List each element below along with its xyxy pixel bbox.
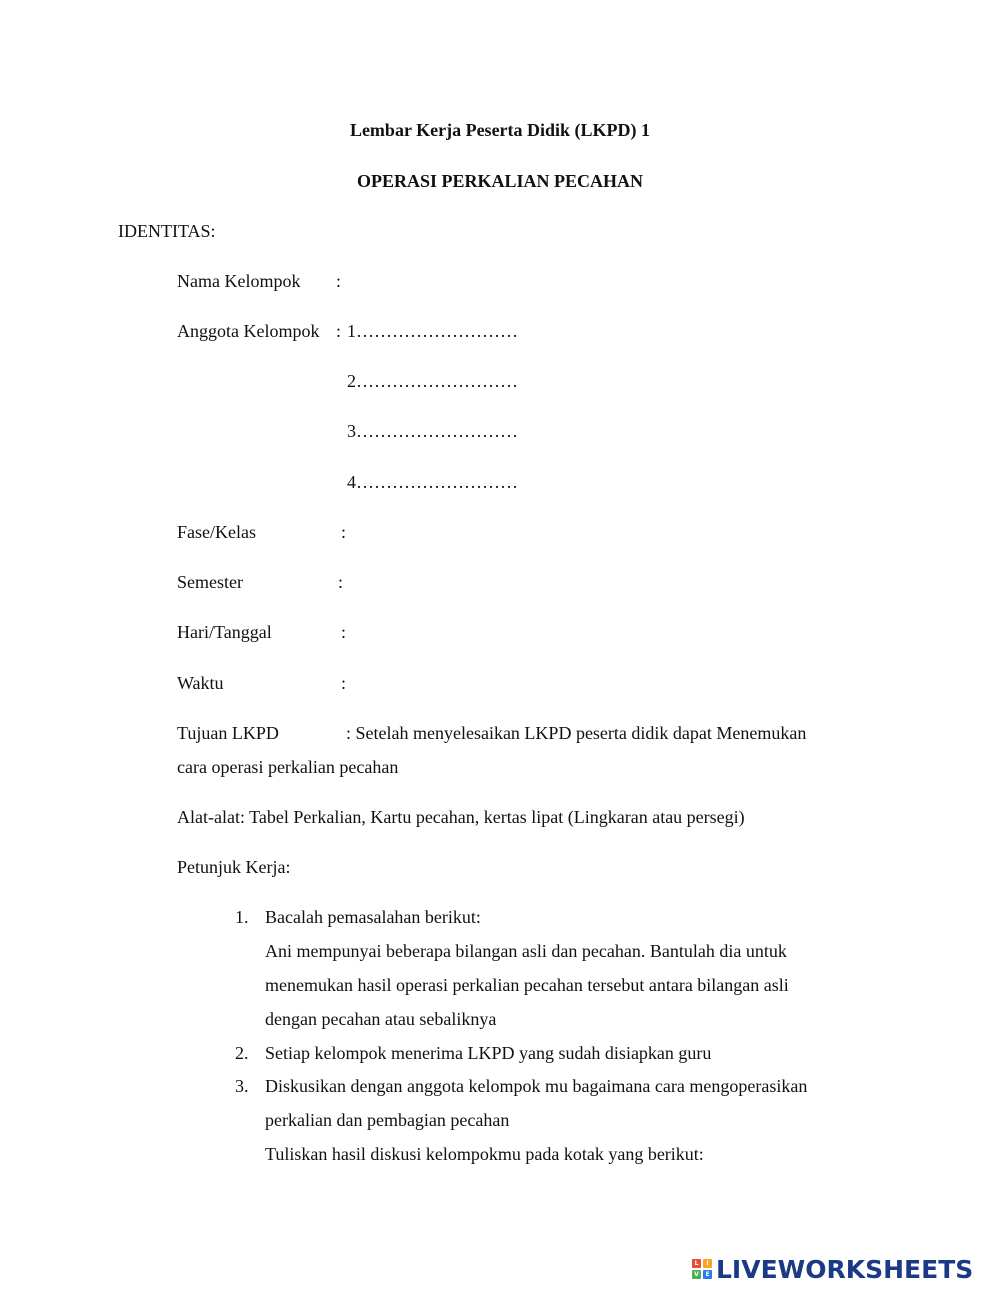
logo-square: V — [692, 1270, 701, 1279]
step-3-line-1: Diskusikan dengan anggota kelompok mu bagaimana cara mengoperasikan — [265, 1076, 808, 1096]
step-2-line-1: Setiap kelompok menerima LKPD yang sudah disiapkan guru — [265, 1043, 712, 1063]
field-colon-nama-kelompok: : — [336, 271, 342, 291]
member-entry-2: 2……………………… — [347, 371, 518, 391]
tujuan-text-line2: cara operasi perkalian pecahan — [177, 757, 399, 777]
field-label-tujuan: Tujuan LKPD — [177, 723, 279, 743]
field-colon-waktu: : — [341, 673, 347, 693]
tujuan-text-line1: : Setelah menyelesaikan LKPD peserta didik dapat Menemukan — [346, 723, 807, 743]
field-colon-anggota-kelompok: : — [336, 321, 342, 341]
identity-heading: IDENTITAS: — [118, 221, 216, 241]
logo-mark-icon — [692, 1259, 712, 1279]
document-subtitle: OPERASI PERKALIAN PECAHAN — [356, 171, 644, 191]
step-1-line-1: Bacalah pemasalahan berikut: — [265, 907, 481, 927]
step-3-line-2: perkalian dan pembagian pecahan — [265, 1110, 510, 1130]
instructions-heading: Petunjuk Kerja: — [177, 857, 291, 877]
field-label-fase-kelas: Fase/Kelas — [177, 522, 256, 542]
step-1-line-2: Ani mempunyai beberapa bilangan asli dan pecahan. Bantulah dia untuk — [265, 941, 787, 961]
field-colon-fase-kelas: : — [341, 522, 347, 542]
step-1-line-4: dengan pecahan atau sebaliknya — [265, 1009, 497, 1029]
field-label-anggota-kelompok: Anggota Kelompok — [177, 321, 320, 341]
liveworksheets-logo — [692, 1254, 973, 1284]
member-entry-3: 3……………………… — [347, 421, 518, 441]
logo-square: I — [703, 1259, 712, 1268]
field-label-semester: Semester — [177, 572, 243, 592]
field-colon-semester: : — [338, 572, 344, 592]
tools-text: Alat-alat: Tabel Perkalian, Kartu pecahan, kertas lipat (Lingkaran atau persegi) — [177, 807, 745, 827]
field-label-hari-tanggal: Hari/Tanggal — [177, 622, 272, 642]
step-number: 2. — [235, 1043, 249, 1063]
step-1-line-3: menemukan hasil operasi perkalian pecahan tersebut antara bilangan asli — [265, 975, 789, 995]
logo-square: L — [692, 1259, 701, 1268]
field-colon-hari-tanggal: : — [341, 622, 347, 642]
field-label-nama-kelompok: Nama Kelompok — [177, 271, 301, 291]
logo-text: LIVEWORKSHEETS — [716, 1254, 974, 1284]
member-entry-4: 4……………………… — [347, 472, 518, 492]
logo-square: E — [703, 1270, 712, 1279]
step-number: 3. — [235, 1076, 249, 1096]
document-title: Lembar Kerja Peserta Didik (LKPD) 1 — [349, 120, 651, 140]
member-entry-1: 1……………………… — [347, 321, 518, 341]
step-3-line-3: Tuliskan hasil diskusi kelompokmu pada kotak yang berikut: — [265, 1144, 704, 1164]
field-label-waktu: Waktu — [177, 673, 224, 693]
step-number: 1. — [235, 907, 249, 927]
